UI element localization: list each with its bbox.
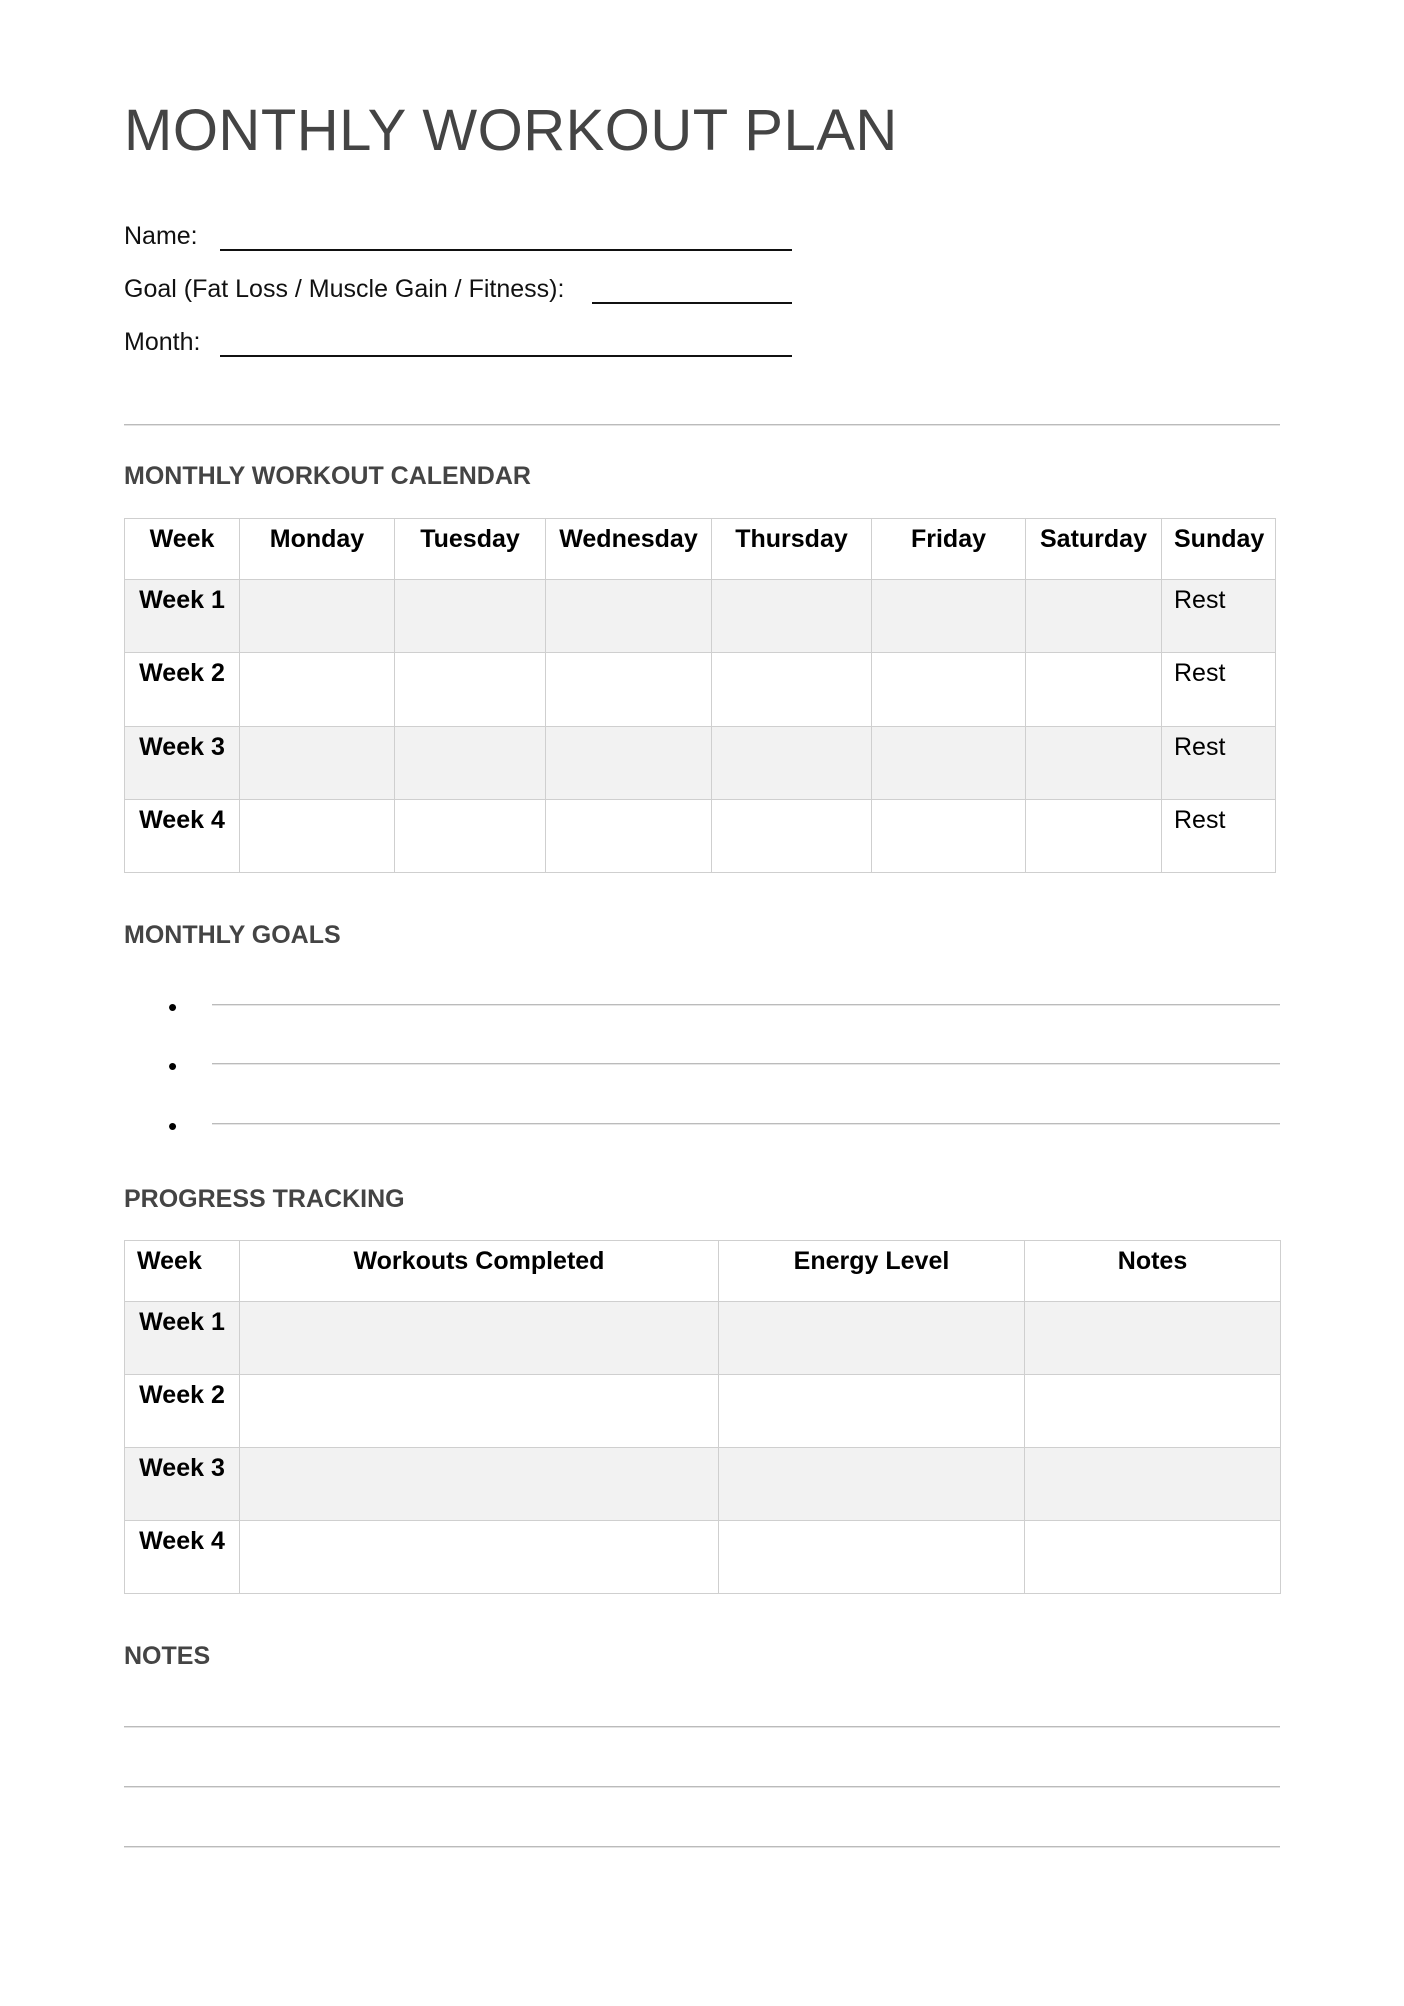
calendar-header-sunday: Sunday: [1162, 519, 1276, 580]
header-divider: [124, 424, 1280, 426]
calendar-cell[interactable]: [872, 653, 1026, 727]
calendar-cell[interactable]: [712, 580, 872, 653]
week-label: Week 3: [125, 1448, 240, 1521]
sunday-cell[interactable]: Rest: [1162, 580, 1276, 653]
table-row: [125, 727, 1276, 800]
table-row: [125, 1302, 1281, 1375]
calendar-cell[interactable]: [712, 727, 872, 800]
goals-section-title: MONTHLY GOALS: [124, 921, 341, 949]
table-row: [125, 1448, 1281, 1521]
calendar-header-thursday: Thursday: [712, 519, 872, 580]
calendar-section-title: MONTHLY WORKOUT CALENDAR: [124, 462, 531, 490]
calendar-cell[interactable]: [546, 800, 712, 873]
energy-cell[interactable]: [719, 1521, 1025, 1594]
notes-cell[interactable]: [1025, 1521, 1281, 1594]
calendar-cell[interactable]: [546, 727, 712, 800]
week-label: Week 1: [125, 1302, 240, 1375]
energy-cell[interactable]: [719, 1302, 1025, 1375]
page-title: MONTHLY WORKOUT PLAN: [124, 98, 898, 163]
sunday-cell[interactable]: Rest: [1162, 653, 1276, 727]
name-label: Name:: [124, 222, 198, 250]
calendar-cell[interactable]: [872, 727, 1026, 800]
calendar-cell[interactable]: [240, 727, 395, 800]
calendar-header-row: [125, 519, 1276, 580]
calendar-cell[interactable]: [1026, 800, 1162, 873]
goal-line: [212, 1063, 1280, 1065]
bullet-icon: •: [168, 992, 178, 1022]
progress-header-week: Week: [125, 1241, 240, 1302]
notes-line[interactable]: [124, 1786, 1280, 1788]
calendar-header-saturday: Saturday: [1026, 519, 1162, 580]
progress-header-workouts: Workouts Completed: [240, 1241, 719, 1302]
calendar-cell[interactable]: [395, 653, 546, 727]
progress-table: [124, 1240, 1281, 1594]
goal-line: [212, 1123, 1280, 1125]
month-label: Month:: [124, 328, 201, 356]
notes-cell[interactable]: [1025, 1302, 1281, 1375]
calendar-cell[interactable]: [546, 580, 712, 653]
calendar-table: [124, 518, 1276, 873]
calendar-header-friday: Friday: [872, 519, 1026, 580]
week-label: Week 4: [125, 1521, 240, 1594]
calendar-cell[interactable]: [712, 653, 872, 727]
progress-header-notes: Notes: [1025, 1241, 1281, 1302]
month-input-line[interactable]: [220, 355, 792, 357]
notes-line[interactable]: [124, 1846, 1280, 1848]
week-label: Week 3: [125, 727, 240, 800]
workouts-cell[interactable]: [240, 1302, 719, 1375]
notes-cell[interactable]: [1025, 1375, 1281, 1448]
name-input-line[interactable]: [220, 249, 792, 251]
progress-header-energy: Energy Level: [719, 1241, 1025, 1302]
calendar-cell[interactable]: [1026, 653, 1162, 727]
calendar-cell[interactable]: [395, 800, 546, 873]
week-label: Week 4: [125, 800, 240, 873]
workouts-cell[interactable]: [240, 1375, 719, 1448]
calendar-header-monday: Monday: [240, 519, 395, 580]
calendar-header-wednesday: Wednesday: [546, 519, 712, 580]
sunday-cell[interactable]: Rest: [1162, 800, 1276, 873]
calendar-cell[interactable]: [395, 580, 546, 653]
calendar-cell[interactable]: [872, 580, 1026, 653]
table-row: [125, 653, 1276, 727]
week-label: Week 2: [125, 653, 240, 727]
progress-section-title: PROGRESS TRACKING: [124, 1185, 405, 1213]
goal-label: Goal (Fat Loss / Muscle Gain / Fitness):: [124, 275, 565, 303]
table-row: [125, 1521, 1281, 1594]
sunday-cell[interactable]: Rest: [1162, 727, 1276, 800]
calendar-cell[interactable]: [872, 800, 1026, 873]
calendar-cell[interactable]: [712, 800, 872, 873]
progress-header-row: [125, 1241, 1281, 1302]
calendar-cell[interactable]: [1026, 580, 1162, 653]
calendar-cell[interactable]: [240, 653, 395, 727]
energy-cell[interactable]: [719, 1375, 1025, 1448]
calendar-header-week: Week: [125, 519, 240, 580]
bullet-icon: •: [168, 1111, 178, 1141]
week-label: Week 1: [125, 580, 240, 653]
calendar-cell[interactable]: [240, 580, 395, 653]
energy-cell[interactable]: [719, 1448, 1025, 1521]
calendar-cell[interactable]: [240, 800, 395, 873]
calendar-cell[interactable]: [546, 653, 712, 727]
week-label: Week 2: [125, 1375, 240, 1448]
notes-line[interactable]: [124, 1726, 1280, 1728]
goal-item[interactable]: [124, 1109, 1280, 1139]
notes-section-title: NOTES: [124, 1642, 211, 1670]
calendar-cell[interactable]: [395, 727, 546, 800]
table-row: [125, 800, 1276, 873]
workouts-cell[interactable]: [240, 1448, 719, 1521]
bullet-icon: •: [168, 1051, 178, 1081]
goal-item[interactable]: [124, 990, 1280, 1020]
goal-input-line[interactable]: [592, 302, 792, 304]
goal-item[interactable]: [124, 1049, 1280, 1079]
calendar-cell[interactable]: [1026, 727, 1162, 800]
workouts-cell[interactable]: [240, 1521, 719, 1594]
table-row: [125, 1375, 1281, 1448]
goal-line: [212, 1004, 1280, 1006]
calendar-header-tuesday: Tuesday: [395, 519, 546, 580]
table-row: [125, 580, 1276, 653]
notes-cell[interactable]: [1025, 1448, 1281, 1521]
